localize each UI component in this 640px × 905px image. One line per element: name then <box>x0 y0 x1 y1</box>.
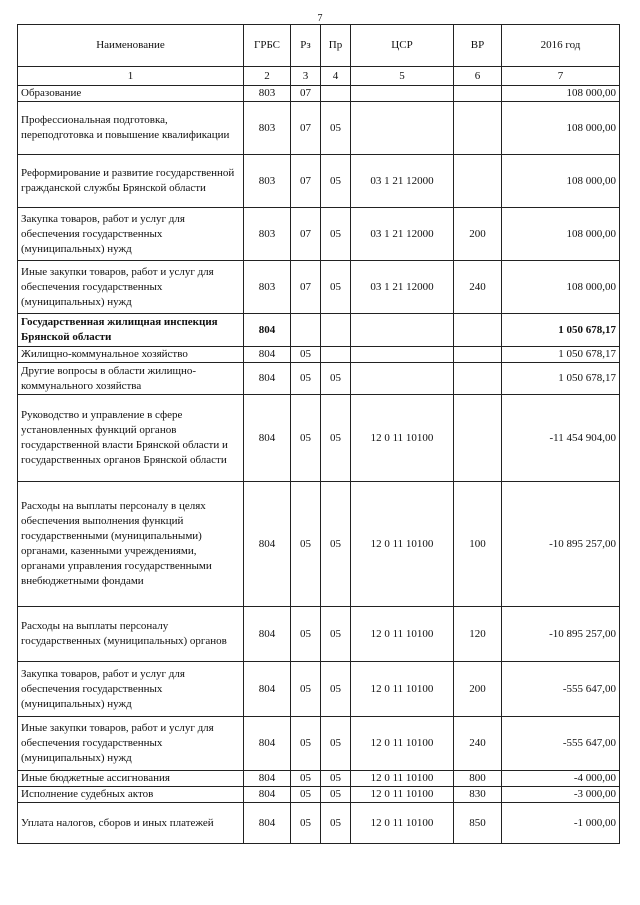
row-grbs: 804 <box>244 662 291 717</box>
row-amount: -10 895 257,00 <box>502 607 620 662</box>
row-grbs: 804 <box>244 607 291 662</box>
row-pr: 05 <box>321 395 351 482</box>
row-grbs: 803 <box>244 261 291 314</box>
row-pr <box>321 347 351 363</box>
row-name: Иные бюджетные ассигнования <box>18 771 244 787</box>
row-amount: 108 000,00 <box>502 208 620 261</box>
row-amount: -4 000,00 <box>502 771 620 787</box>
row-rz: 05 <box>291 803 321 844</box>
col-number: 6 <box>454 67 502 86</box>
header-row <box>18 25 620 67</box>
row-vr: 100 <box>454 482 502 607</box>
table-row <box>18 347 620 363</box>
row-grbs: 804 <box>244 482 291 607</box>
table-row <box>18 86 620 102</box>
row-rz: 05 <box>291 771 321 787</box>
row-grbs: 804 <box>244 787 291 803</box>
row-pr: 05 <box>321 208 351 261</box>
row-vr <box>454 86 502 102</box>
row-vr <box>454 102 502 155</box>
table-row <box>18 363 620 395</box>
row-rz: 05 <box>291 787 321 803</box>
row-pr: 05 <box>321 717 351 771</box>
row-pr: 05 <box>321 662 351 717</box>
row-name: Реформирование и развитие государственной гражданской службы Брянской области <box>18 155 244 208</box>
header-name: Наименование <box>18 25 244 67</box>
row-vr: 830 <box>454 787 502 803</box>
row-amount: 108 000,00 <box>502 261 620 314</box>
row-pr: 05 <box>321 363 351 395</box>
row-rz: 07 <box>291 86 321 102</box>
row-name: Иные закупки товаров, работ и услуг для обеспечения государственных (муниципальных) нужд <box>18 717 244 771</box>
col-number: 7 <box>502 67 620 86</box>
row-csr: 12 0 11 10100 <box>351 771 454 787</box>
row-rz: 05 <box>291 395 321 482</box>
row-csr <box>351 314 454 347</box>
row-name: Закупка товаров, работ и услуг для обеспечения государственных (муниципальных) нужд <box>18 208 244 261</box>
row-name: Другие вопросы в области жилищно-коммунального хозяйства <box>18 363 244 395</box>
row-csr: 12 0 11 10100 <box>351 395 454 482</box>
row-name: Расходы на выплаты персоналу в целях обеспечения выполнения функций государственными (муниципальными) органами, казенными учреждениями, органами управления государственными внебюджетными фондами <box>18 482 244 607</box>
row-rz: 07 <box>291 102 321 155</box>
row-amount: 1 050 678,17 <box>502 363 620 395</box>
header-grbs: ГРБС <box>244 25 291 67</box>
row-csr: 12 0 11 10100 <box>351 787 454 803</box>
row-name: Профессиональная подготовка, переподготовка и повышение квалификации <box>18 102 244 155</box>
row-vr <box>454 155 502 208</box>
row-rz: 05 <box>291 482 321 607</box>
col-number: 1 <box>18 67 244 86</box>
row-rz <box>291 314 321 347</box>
table-row <box>18 395 620 482</box>
row-name: Жилищно-коммунальное хозяйство <box>18 347 244 363</box>
table-body <box>18 86 620 844</box>
table-row <box>18 717 620 771</box>
row-vr: 200 <box>454 662 502 717</box>
row-rz: 05 <box>291 347 321 363</box>
row-grbs: 804 <box>244 395 291 482</box>
header-vr: ВР <box>454 25 502 67</box>
column-number-row <box>18 67 620 86</box>
header-rz: Рз <box>291 25 321 67</box>
row-csr <box>351 347 454 363</box>
row-grbs: 804 <box>244 347 291 363</box>
row-name: Иные закупки товаров, работ и услуг для обеспечения государственных (муниципальных) нужд <box>18 261 244 314</box>
row-pr: 05 <box>321 607 351 662</box>
row-vr <box>454 395 502 482</box>
row-csr <box>351 102 454 155</box>
row-csr: 12 0 11 10100 <box>351 482 454 607</box>
row-csr: 12 0 11 10100 <box>351 803 454 844</box>
row-amount: 1 050 678,17 <box>502 347 620 363</box>
row-pr <box>321 314 351 347</box>
table-row <box>18 482 620 607</box>
row-csr: 12 0 11 10100 <box>351 717 454 771</box>
row-amount: -1 000,00 <box>502 803 620 844</box>
row-vr: 120 <box>454 607 502 662</box>
row-name: Государственная жилищная инспекция Брянской области <box>18 314 244 347</box>
row-amount: -3 000,00 <box>502 787 620 803</box>
row-rz: 05 <box>291 662 321 717</box>
row-csr <box>351 363 454 395</box>
row-amount: -555 647,00 <box>502 662 620 717</box>
row-csr: 03 1 21 12000 <box>351 261 454 314</box>
page-number: 7 <box>317 13 323 24</box>
row-pr: 05 <box>321 261 351 314</box>
row-pr: 05 <box>321 803 351 844</box>
row-grbs: 803 <box>244 102 291 155</box>
row-vr: 240 <box>454 261 502 314</box>
row-vr <box>454 347 502 363</box>
row-pr: 05 <box>321 771 351 787</box>
row-name: Закупка товаров, работ и услуг для обеспечения государственных (муниципальных) нужд <box>18 662 244 717</box>
row-amount: 1 050 678,17 <box>502 314 620 347</box>
row-grbs: 803 <box>244 86 291 102</box>
row-amount: -11 454 904,00 <box>502 395 620 482</box>
row-vr: 800 <box>454 771 502 787</box>
row-csr <box>351 86 454 102</box>
row-amount: -555 647,00 <box>502 717 620 771</box>
table-row <box>18 102 620 155</box>
row-name: Образование <box>18 86 244 102</box>
header-amount: 2016 год <box>502 25 620 67</box>
row-vr <box>454 314 502 347</box>
row-grbs: 804 <box>244 363 291 395</box>
row-rz: 07 <box>291 208 321 261</box>
table-row <box>18 261 620 314</box>
row-rz: 07 <box>291 261 321 314</box>
row-pr: 05 <box>321 155 351 208</box>
row-vr: 200 <box>454 208 502 261</box>
table-row <box>18 208 620 261</box>
row-grbs: 803 <box>244 208 291 261</box>
col-number: 4 <box>321 67 351 86</box>
row-csr: 12 0 11 10100 <box>351 662 454 717</box>
row-vr <box>454 363 502 395</box>
col-number: 5 <box>351 67 454 86</box>
row-pr: 05 <box>321 787 351 803</box>
col-number: 2 <box>244 67 291 86</box>
table-row <box>18 314 620 347</box>
row-amount: -10 895 257,00 <box>502 482 620 607</box>
row-csr: 03 1 21 12000 <box>351 208 454 261</box>
row-grbs: 804 <box>244 314 291 347</box>
row-grbs: 804 <box>244 771 291 787</box>
header-pr: Пр <box>321 25 351 67</box>
row-name: Исполнение судебных актов <box>18 787 244 803</box>
row-grbs: 803 <box>244 155 291 208</box>
row-csr: 12 0 11 10100 <box>351 607 454 662</box>
table-row <box>18 662 620 717</box>
row-csr: 03 1 21 12000 <box>351 155 454 208</box>
row-rz: 07 <box>291 155 321 208</box>
row-pr <box>321 86 351 102</box>
row-name: Расходы на выплаты персоналу государственных (муниципальных) органов <box>18 607 244 662</box>
table-row <box>18 803 620 844</box>
row-vr: 240 <box>454 717 502 771</box>
row-amount: 108 000,00 <box>502 102 620 155</box>
row-name: Уплата налогов, сборов и иных платежей <box>18 803 244 844</box>
table-row <box>18 607 620 662</box>
row-name: Руководство и управление в сфере установленных функций органов государственной власти Брянской области и государственных органов Брянской области <box>18 395 244 482</box>
row-amount: 108 000,00 <box>502 155 620 208</box>
row-pr: 05 <box>321 102 351 155</box>
table-row <box>18 771 620 787</box>
row-grbs: 804 <box>244 717 291 771</box>
row-amount: 108 000,00 <box>502 86 620 102</box>
table-row <box>18 787 620 803</box>
col-number: 3 <box>291 67 321 86</box>
row-rz: 05 <box>291 717 321 771</box>
row-rz: 05 <box>291 363 321 395</box>
table-row <box>18 155 620 208</box>
budget-table <box>17 24 620 844</box>
row-grbs: 804 <box>244 803 291 844</box>
header-csr: ЦСР <box>351 25 454 67</box>
row-vr: 850 <box>454 803 502 844</box>
row-pr: 05 <box>321 482 351 607</box>
row-rz: 05 <box>291 607 321 662</box>
